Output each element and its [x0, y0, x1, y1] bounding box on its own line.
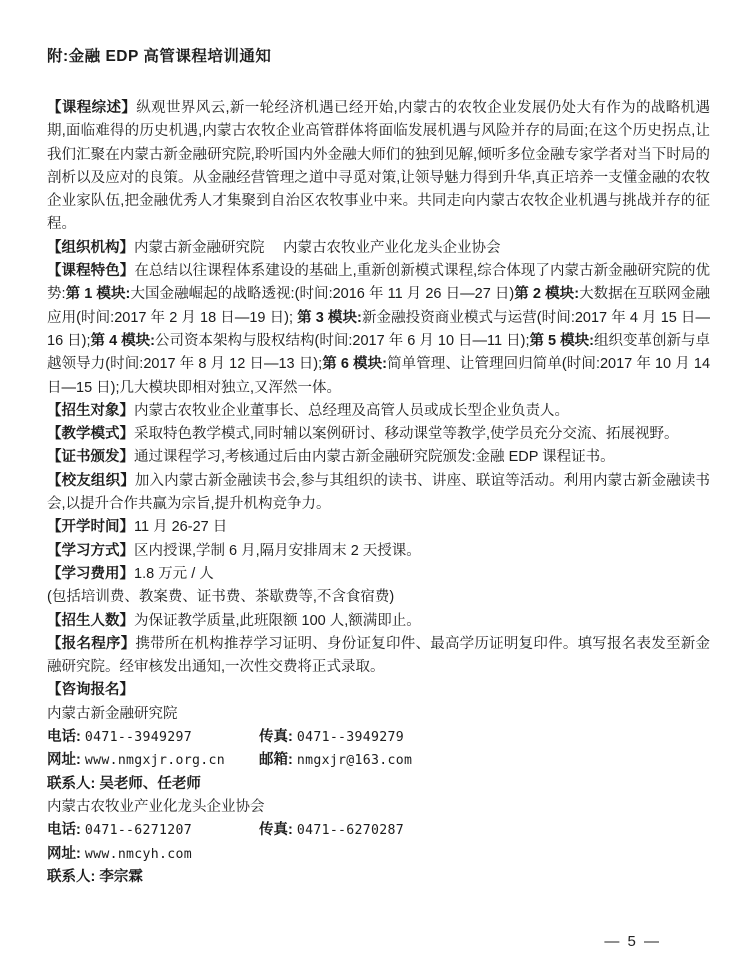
- body-text: 11 月 26-27 日: [134, 519, 228, 536]
- paragraph: [47, 633, 710, 680]
- contact-row: [47, 749, 710, 772]
- section-header: 【教学模式】: [47, 426, 134, 443]
- body-text: 在总结以往课程体系建设的基础上,重新创新模式课程,综合体现了内蒙古新金融研究院的优势:: [47, 263, 711, 303]
- body-text: 采取特色教学模式,同时辅以案例研讨、移动课堂等教学,使学员充分交流、拓展视野。: [134, 426, 679, 443]
- paragraph: [47, 97, 710, 237]
- contact-value: 0471--3949297: [84, 730, 192, 746]
- section-header: 【招生人数】: [47, 612, 134, 629]
- contact-value: www.nmcyh.com: [84, 846, 192, 862]
- paragraph: [47, 470, 710, 517]
- section-header: 第 3 模块:: [297, 309, 362, 326]
- section-header: 第 1 模块:: [65, 286, 131, 303]
- contact-row: [47, 843, 710, 866]
- contact-label: 联系人:: [47, 868, 100, 885]
- section-header: 【证书颁发】: [47, 449, 134, 466]
- contact-value: 0471--6271207: [84, 823, 192, 839]
- section-header: 【学习费用】: [47, 565, 134, 582]
- contact-entry: [47, 843, 192, 866]
- body-text: 纵观世界风云,新一轮经济机遇已经开始,内蒙古的农牧企业发展仍处大有作为的战略机遇期,面临难得的历史机遇,内蒙古农牧企业高管群体将面临发展机遇与风险并存的局面;在这个历史拐点,让我们汇聚在内蒙古新金融研究院,聆听国内外金融大师们的独到见解,倾听多位金融专家学者对当下时局的剖析以及应对的良策。从金融经营管理之道中寻觅对策,让领导魅力得到升华,真正培养一支懂金融的农牧企业家队伍,把金融优秀人才集聚到自治区农牧事业中来。共同走向内蒙古农牧企业机遇与挑战并存的征程。: [47, 100, 710, 233]
- contact-entry: [259, 726, 404, 749]
- contact-label: 网址:: [47, 845, 85, 862]
- section-header: 【学习方式】: [47, 542, 134, 559]
- paragraph: [47, 679, 710, 702]
- section-header: 【咨询报名】: [47, 682, 134, 699]
- body-text: (包括培训费、教案费、证书费、茶歇费等,不含食宿费): [47, 589, 395, 606]
- contact-label: 联系人:: [47, 775, 100, 792]
- contact-value: 0471--6270287: [296, 823, 404, 839]
- section-header: 【组织机构】: [47, 239, 134, 256]
- document-title: 附:金融 EDP 高管课程培训通知: [47, 48, 272, 65]
- section-header: 【报名程序】: [47, 635, 136, 652]
- body-text: 内蒙古农牧业企业董事长、总经理及高管人员或成长型企业负责人。: [134, 402, 569, 419]
- body-text: 新金融投资商业模式与运营(时间:2017 年 4 月 15 日—16 日);: [47, 309, 710, 349]
- body-text: 内蒙古新金融研究院 内蒙古农牧业产业化龙头企业协会: [134, 239, 501, 256]
- contact-entry: [47, 726, 259, 749]
- body-text: 为保证教学质量,此班限额 100 人,额满即止。: [134, 612, 421, 629]
- body-text: 加入内蒙古新金融读书会,参与其组织的读书、讲座、联谊等活动。利用内蒙古新金融读书会,以提升合作共赢为宗旨,提升机构竞争力。: [47, 472, 711, 513]
- contact-label: 邮箱:: [259, 752, 297, 769]
- paragraph: [47, 423, 710, 446]
- section-header: 第 2 模块:: [514, 286, 580, 303]
- contact-value: 0471--3949279: [296, 730, 404, 746]
- contact-value: www.nmgxjr.org.cn: [84, 753, 225, 769]
- page-number: — 5 —: [604, 933, 661, 950]
- contact-label: 网址:: [47, 752, 85, 769]
- paragraph: [47, 446, 710, 469]
- section-header: 【校友组织】: [47, 472, 135, 489]
- body-text: 公司资本架构与股权结构(时间:2017 年 6 月 10 日—11 日);: [155, 332, 530, 349]
- section-header: 第 4 模块:: [90, 332, 156, 349]
- contact-entry: [259, 819, 404, 842]
- contact-entry: [47, 819, 259, 842]
- contact-row: [47, 866, 710, 889]
- document-body: [47, 97, 710, 889]
- body-text: 区内授课,学制 6 月,隔月安排周末 2 天授课。: [134, 542, 421, 559]
- contact-entry: [47, 749, 259, 772]
- contact-entry: [47, 866, 143, 889]
- body-text: 1.8 万元 / 人: [134, 565, 214, 582]
- paragraph: [47, 610, 710, 633]
- contact-value: nmgxjr@163.com: [296, 753, 413, 769]
- section-header: 【开学时间】: [47, 519, 134, 536]
- body-text: 组织变革创新与卓越领导力(时间:2017 年 8 月 12 日—13 日);: [47, 332, 711, 373]
- contact-label: 传真:: [259, 729, 297, 746]
- contact-row: [47, 773, 710, 796]
- paragraph: [47, 516, 710, 539]
- contact-label: 电话:: [47, 822, 85, 839]
- body-text: 大数据在互联网金融应用(时间:2017 年 2 月 18 日—19 日);: [47, 286, 711, 326]
- contact-org-name: 内蒙古农牧业产业化龙头企业协会: [47, 798, 265, 815]
- body-text: 通过课程学习,考核通过后由内蒙古新金融研究院颁发:金融 EDP 课程证书。: [134, 449, 615, 466]
- paragraph: [47, 237, 710, 260]
- body-text: 携带所在机构推荐学习证明、身份证复印件、最高学历证明复印件。填写报名表发至新金融研究院。经审核发出通知,一次性交费将正式录取。: [47, 635, 711, 676]
- body-text: 简单管理、让管理回归简单(时间:2017 年 10 月 14 日—15 日);几大模块即相对独立,又浑然一体。: [47, 356, 711, 396]
- contact-row: [47, 726, 710, 749]
- contact-entry: [259, 749, 412, 772]
- paragraph: [47, 540, 710, 563]
- contact-label: 传真:: [259, 822, 297, 839]
- contact-org-name: 内蒙古新金融研究院: [47, 705, 178, 722]
- contact-row: [47, 819, 710, 842]
- paragraph: [47, 260, 710, 400]
- paragraph: [47, 563, 710, 586]
- paragraph: [47, 400, 710, 423]
- section-header: 【课程综述】: [47, 100, 137, 116]
- contact-value: 吴老师、任老师: [99, 775, 201, 792]
- contact-value: 李宗霖: [99, 868, 143, 885]
- section-header: 【课程特色】: [47, 263, 135, 280]
- section-header: 第 6 模块:: [322, 356, 388, 373]
- section-header: 【招生对象】: [47, 402, 134, 419]
- paragraph: [47, 586, 710, 609]
- contact-entry: [47, 773, 201, 796]
- section-header: 第 5 模块:: [529, 332, 594, 349]
- body-text: 大国金融崛起的战略透视:(时间:2016 年 11 月 26 日—27 日): [130, 286, 515, 303]
- contact-label: 电话:: [47, 729, 85, 746]
